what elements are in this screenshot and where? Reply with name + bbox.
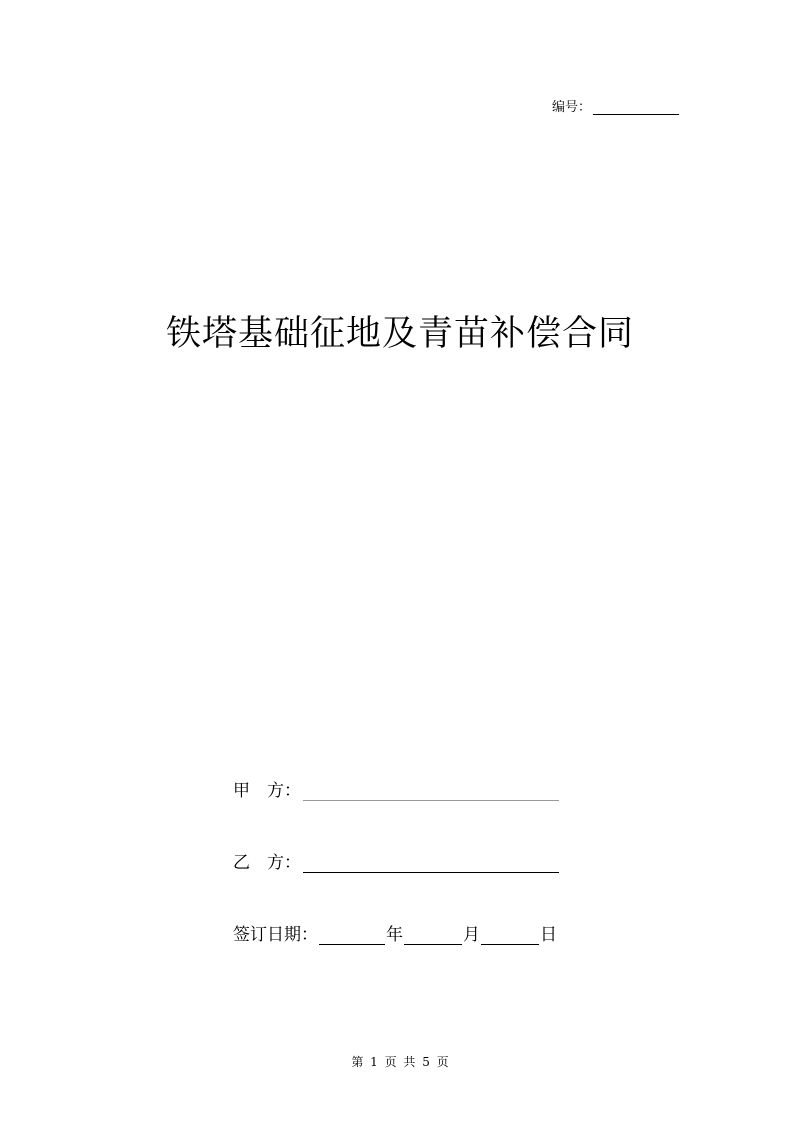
- month-unit: 月: [463, 925, 480, 945]
- month-blank: [404, 928, 462, 945]
- day-unit: 日: [540, 925, 557, 945]
- serial-number-label: 编号：: [551, 100, 591, 115]
- serial-number-blank: [593, 100, 679, 115]
- party-b-blank: [303, 856, 559, 873]
- party-a-label: 甲 方：: [233, 781, 301, 801]
- party-a-row: [233, 776, 559, 801]
- signing-date-label: 签订日期：: [233, 925, 318, 945]
- year-blank: [319, 928, 385, 945]
- page-number-footer: 第 1 页 共 5 页: [351, 1055, 449, 1069]
- day-blank: [481, 928, 539, 945]
- party-a-blank: [303, 784, 559, 801]
- serial-number-line: [552, 96, 679, 115]
- document-title: 铁塔基础征地及青苗补偿合同: [165, 314, 634, 354]
- signing-date-row: [233, 920, 557, 945]
- party-b-row: [233, 848, 559, 873]
- party-b-label: 乙 方：: [233, 853, 301, 873]
- year-unit: 年: [386, 925, 403, 945]
